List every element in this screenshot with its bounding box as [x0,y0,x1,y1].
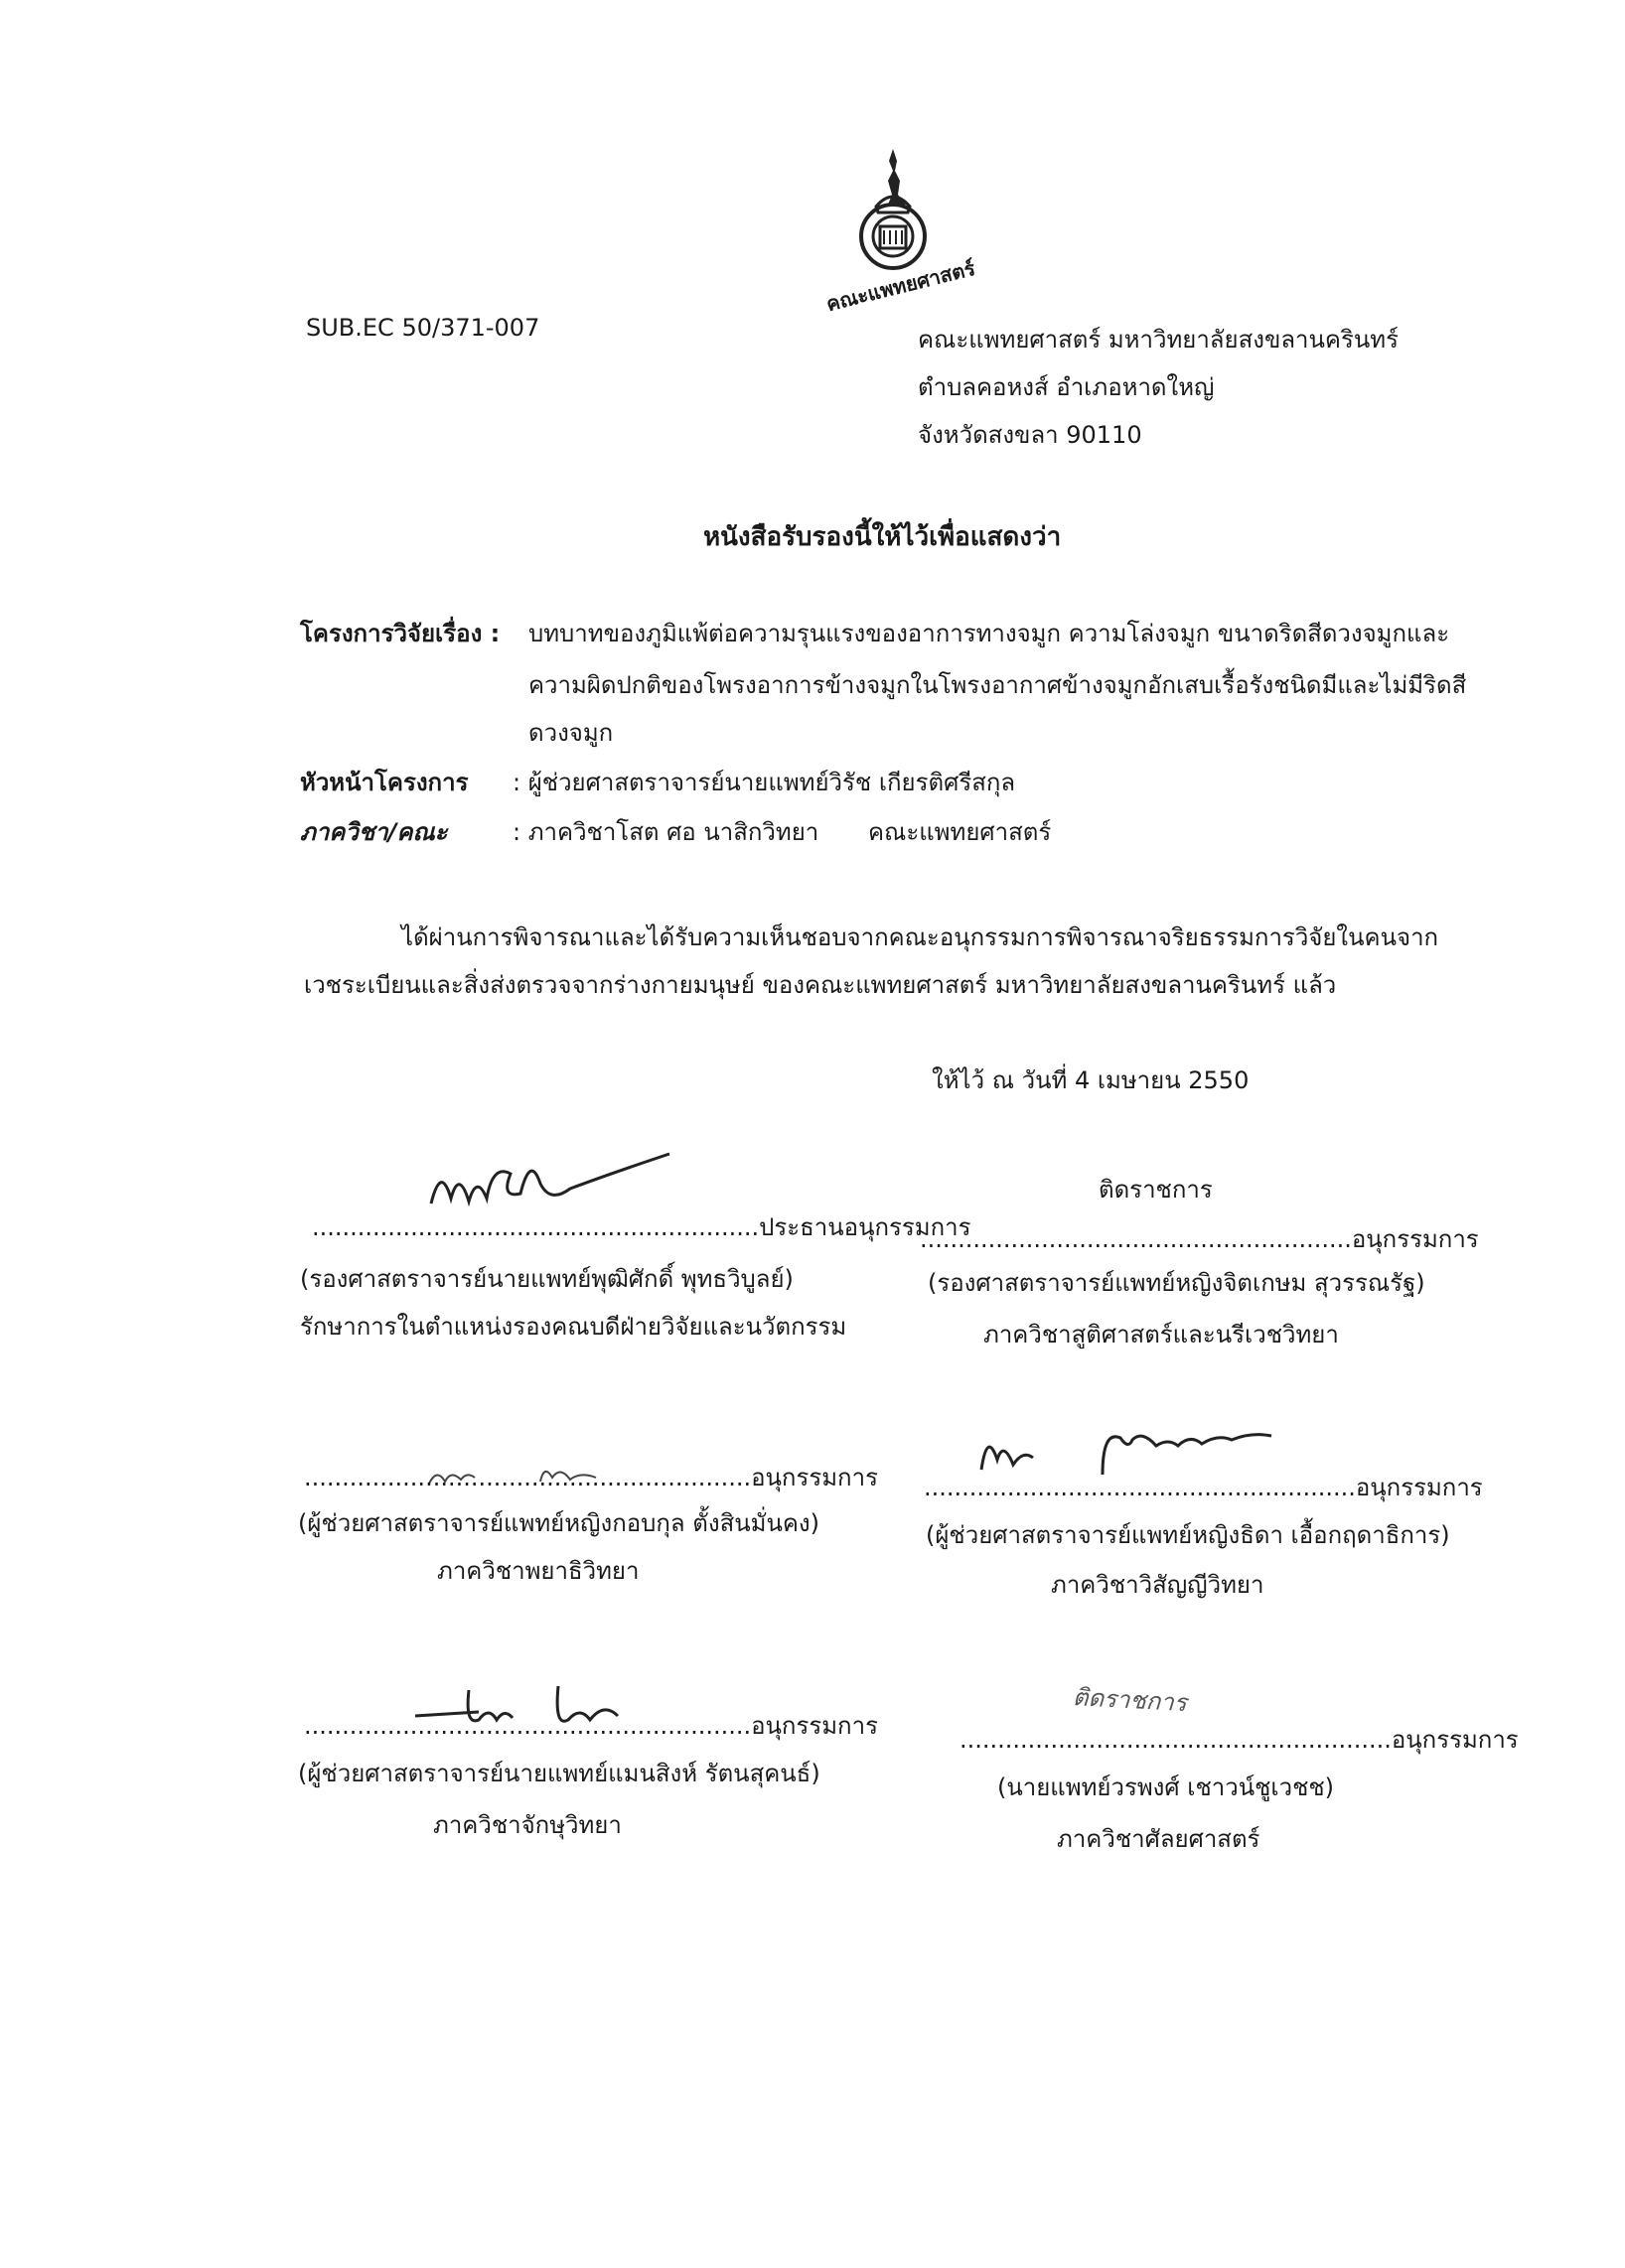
address-line-1: คณะแพทยศาสตร์ มหาวิทยาลัยสงขลานครินทร์ [918,326,1399,354]
certificate-title: หนังสือรับรองนี้ให้ไว้เพื่อแสดงว่า [703,522,1062,552]
signer-4-line: .........................................................อนุกรรมการ [924,1474,1483,1501]
signer-6-department: ภาควิชาศัลยศาสตร์ [1057,1825,1260,1853]
department-faculty: คณะแพทยศาสตร์ [868,818,1052,846]
signer-1-line: ...........................................................ประธานอนุกรรมการ [312,1213,971,1241]
project-label: โครงการวิจัยเรื่อง : [300,620,501,647]
signer-1-position: รักษาการในตำแหน่งรองคณบดีฝ่ายวิจัยและนวัตกรรม [300,1313,847,1341]
signer-2-name: (รองศาสตราจารย์แพทย์หญิงจิตเกษม สุวรรณรัฐ) [928,1269,1425,1297]
signer-6-note: ติดราชการ [1072,1683,1188,1717]
signer-1-name: (รองศาสตราจารย์นายแพทย์พุฒิศักดิ์ พุทธวิบูลย์) [300,1265,794,1293]
department-label: ภาควิชา/คณะ [300,818,448,846]
signer-3-department: ภาควิชาพยาธิวิทยา [437,1557,640,1585]
address-line-2: ตำบลคอหงส์ อำเภอหาดใหญ่ [918,373,1215,401]
approval-statement-line-1: ได้ผ่านการพิจารณาและได้รับความเห็นชอบจากคณะอนุกรรมการพิจารณาจริยธรรมการวิจัยในคนจาก [401,923,1439,951]
signature-chairman [421,1144,679,1223]
project-title-line-2: ความผิดปกติของโพรงอาการข้างจมูกในโพรงอากาศข้างจมูกอักเสบเรื้อรังชนิดมีและไม่มีริดสี [528,671,1467,699]
project-title-line-1: บทบาทของภูมิแพ้ต่อความรุนแรงของอาการทางจมูก ความโล่งจมูก ขนาดริดสีดวงจมูกและ [528,620,1450,647]
project-title-line-3: ดวงจมูก [528,719,614,747]
document-number: SUB.EC 50/371-007 [306,314,540,342]
signer-6-line: .........................................................อนุกรรมการ [960,1726,1519,1754]
principal-investigator-label: หัวหน้าโครงการ [300,769,469,796]
signer-4-name: (ผู้ช่วยศาสตราจารย์แพทย์หญิงธิดา เอื้อกฤดาธิการ) [926,1521,1450,1549]
signer-3-name: (ผู้ช่วยศาสตราจารย์แพทย์หญิงกอบกุล ตั้งสินมั่นคง) [298,1509,819,1537]
department-value: : ภาควิชาโสต ศอ นาสิกวิทยา [513,818,819,846]
approval-statement-line-2: เวชระเบียนและสิ่งส่งตรวจจากร่างกายมนุษย์ ของคณะแพทยศาสตร์ มหาวิทยาลัยสงขลานครินทร์ แล้ว [304,971,1337,999]
signer-2-note: ติดราชการ [1099,1176,1213,1204]
signer-2-line: .........................................................อนุกรรมการ [920,1225,1479,1253]
signer-4-department: ภาควิชาวิสัญญีวิทยา [1051,1571,1264,1599]
signer-2-department: ภาควิชาสูติศาสตร์และนรีเวชวิทยา [983,1321,1339,1348]
issue-date: ให้ไว้ ณ วันที่ 4 เมษายน 2550 [932,1066,1250,1094]
address-line-3: จังหวัดสงขลา 90110 [918,421,1142,449]
principal-investigator-value: : ผู้ช่วยศาสตราจารย์นายแพทย์วิรัช เกียรติศรีสกุล [513,769,1016,796]
seal-caption: คณะแพทยศาสตร์ [823,255,978,317]
signer-5-name: (ผู้ช่วยศาสตราจารย์นายแพทย์แมนสิงห์ รัตนสุคนธ์) [298,1760,820,1787]
signer-5-line: ...........................................................อนุกรรมการ [304,1712,878,1740]
signer-6-name: (นายแพทย์วรพงศ์ เชาวน์ชูเวชช) [997,1773,1335,1801]
signer-5-department: ภาควิชาจักษุวิทยา [433,1811,622,1839]
signer-3-line: ...........................................................อนุกรรมการ [304,1464,878,1491]
